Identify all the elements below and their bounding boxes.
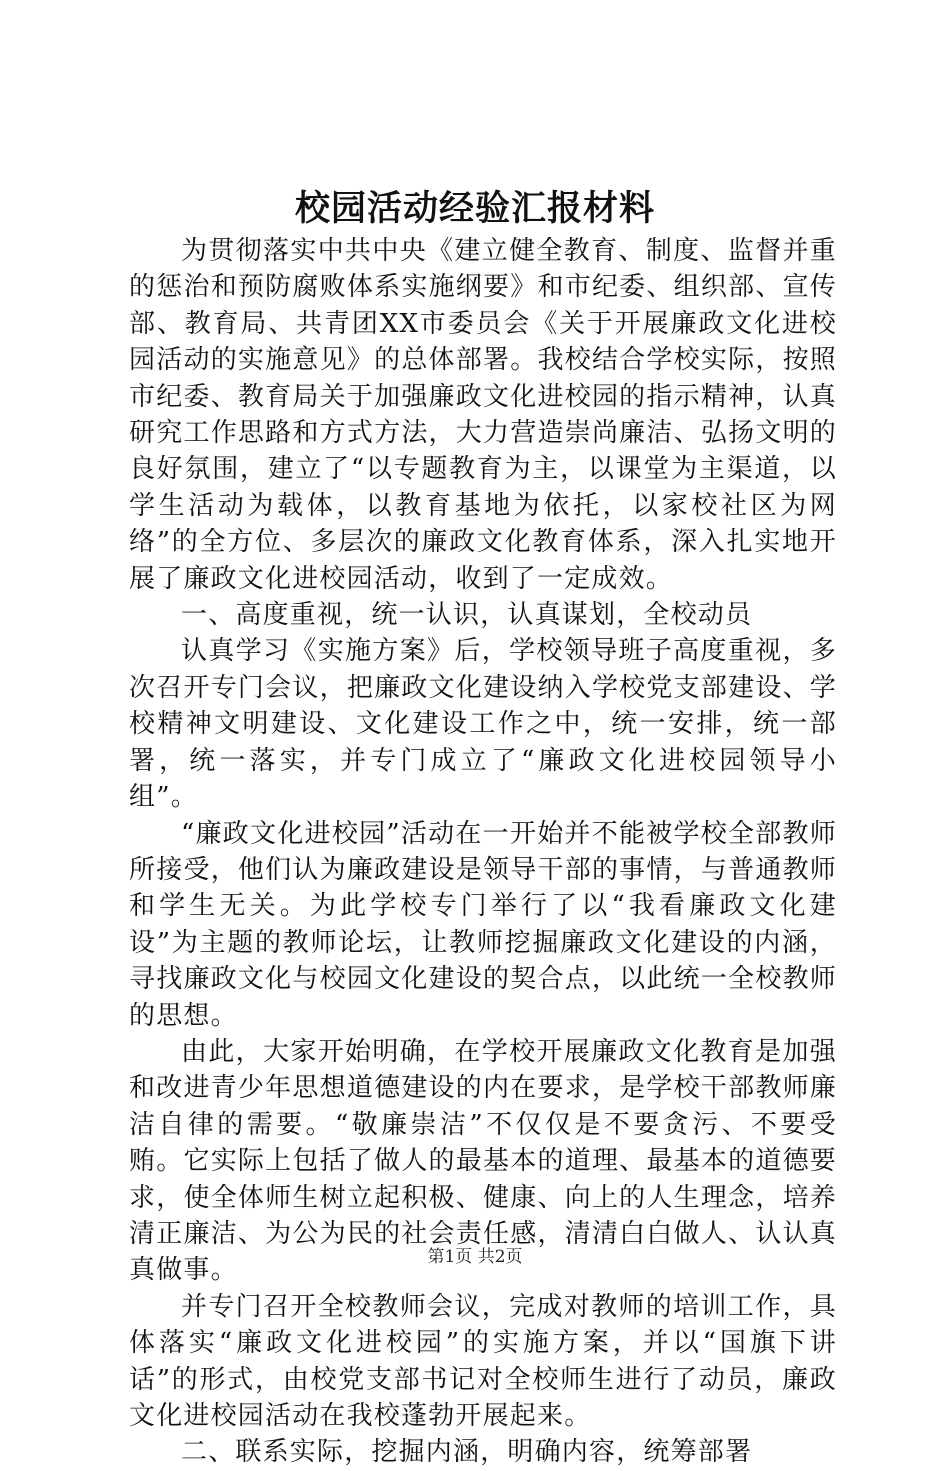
body-paragraph: “廉政文化进校园”活动在一开始并不能被学校全部教师所接受，他们认为廉政建设是领导干部的事情，与普通教师和学生无关。为此学校专门举行了以“我看廉政文化建设”为主题的教师论坛，让教师挖掘廉政文化建设的内涵，寻找廉政文化与校园文化建设的契合点，以此统一全校教师的思想。	[129, 818, 837, 1031]
document-body	[129, 233, 837, 1471]
page-number-footer: 第1页 共2页	[427, 1247, 523, 1267]
body-paragraph: 认真学习《实施方案》后，学校领导班子高度重视，多次召开专门会议，把廉政文化建设纳入学校党支部建设、学校精神文明建设、文化建设工作之中，统一安排，统一部署，统一落实，并专门成立了“廉政文化进校园领导小组”。	[129, 636, 837, 813]
section-heading-1: 一、高度重视，统一认识，认真谋划，全校动员	[181, 600, 753, 631]
section-heading-2: 二、联系实际，挖掘内涵，明确内容，统筹部署	[181, 1437, 753, 1468]
body-paragraph: 由此，大家开始明确，在学校开展廉政文化教育是加强和改进青少年思想道德建设的内在要求，是学校干部教师廉洁自律的需要。“敬廉崇洁”不仅仅是不要贪污、不要受贿。它实际上包括了做人的最基本的道理、最基本的道德要求，使全体师生树立起积极、健康、向上的人生理念，培养清正廉洁、为公为民的社会责任感，清清白白做人、认认真真做事。	[129, 1036, 837, 1286]
body-paragraph: 并专门召开全校教师会议，完成对教师的培训工作，具体落实“廉政文化进校园”的实施方案，并以“国旗下讲话”的形式，由校党支部书记对全校师生进行了动员，廉政文化进校园活动在我校蓬勃开展起来。	[129, 1291, 837, 1431]
intro-paragraph: 为贯彻落实中共中央《建立健全教育、制度、监督并重的惩治和预防腐败体系实施纲要》和市纪委、组织部、宣传部、教育局、共青团XX市委员会《关于开展廉政文化进校园活动的实施意见》的总体部署。我校结合学校实际，按照市纪委、教育局关于加强廉政文化进校园的指示精神，认真研究工作思路和方式方法，大力营造崇尚廉洁、弘扬文明的良好氛围，建立了“以专题教育为主，以课堂为主渠道，以学生活动为载体，以教育基地为依托，以家校社区为网络”的全方位、多层次的廉政文化教育体系，深入扎实地开展了廉政文化进校园活动，收到了一定成效。	[129, 236, 837, 594]
document-title: 校园活动经验汇报材料	[294, 188, 655, 229]
